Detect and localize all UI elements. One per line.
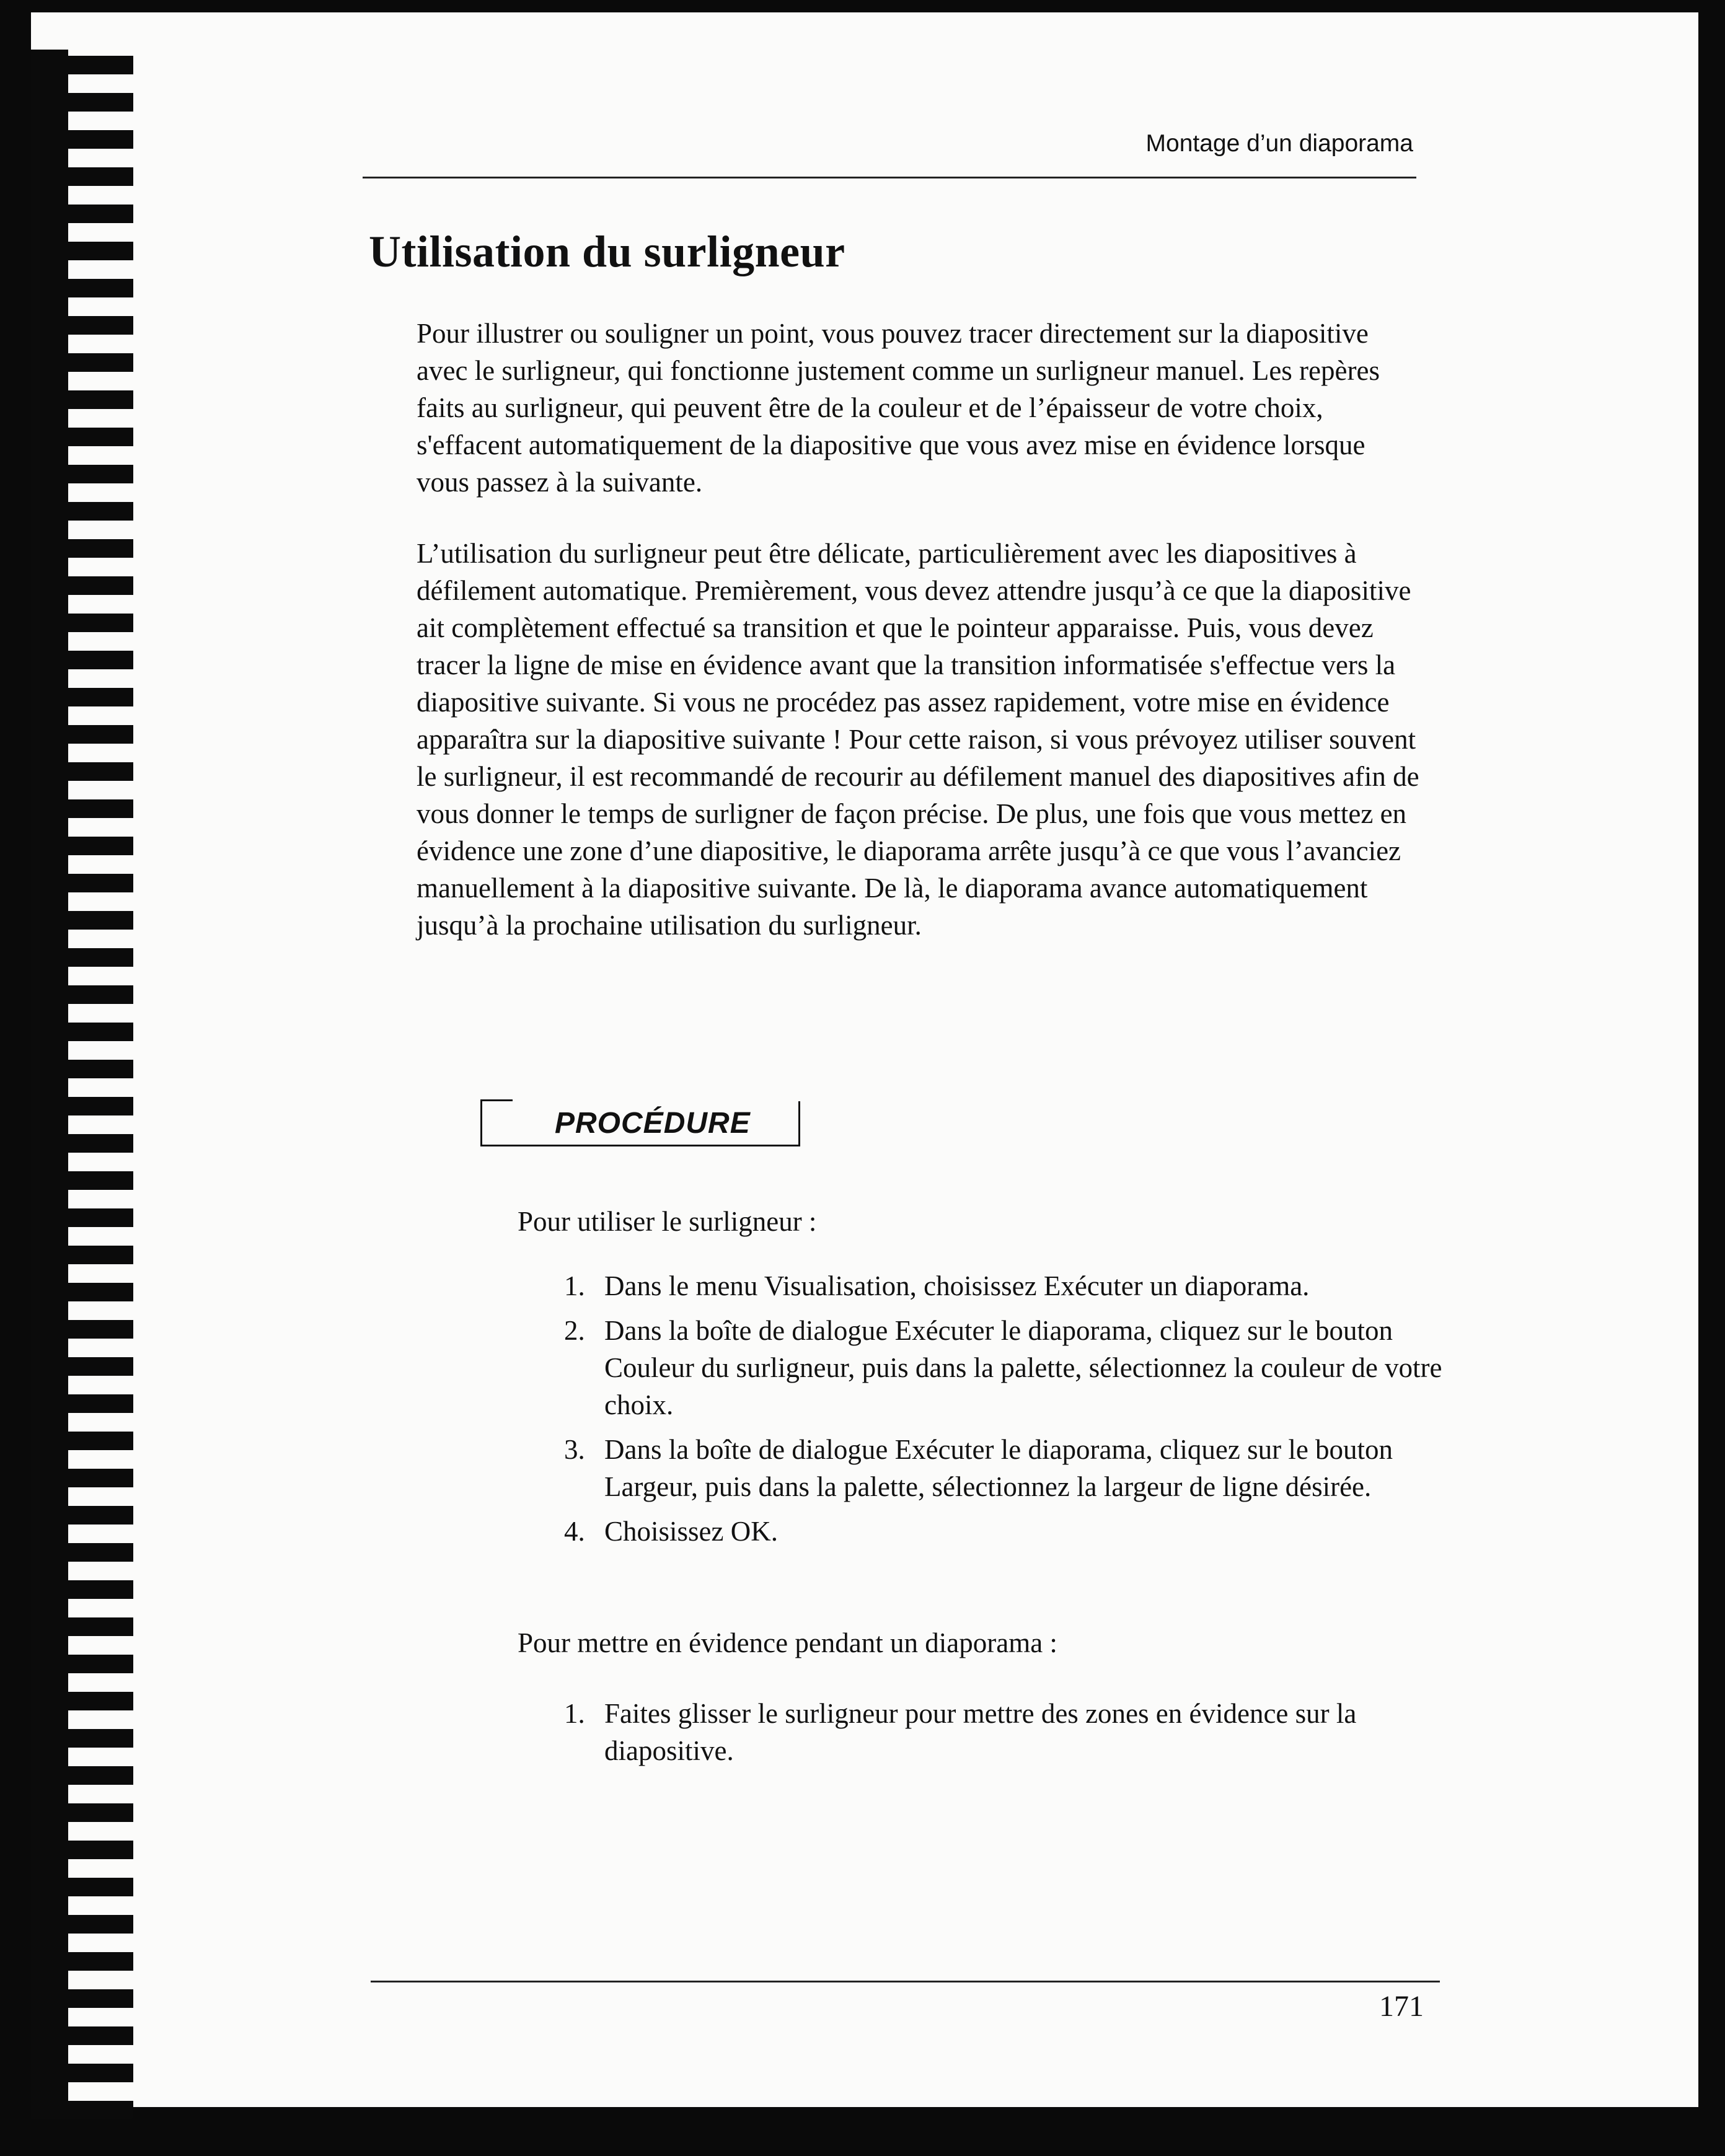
spiral-binding [31,50,133,2119]
list-item [564,1312,1444,1423]
step-text: Dans le menu Visualisation, choisissez Exécuter un diaporama. [604,1270,1310,1301]
step-text: Faites glisser le surligneur pour mettre des zones en évidence sur la diapositive. [604,1698,1357,1766]
list-item [564,1431,1444,1505]
footer-rule [371,1981,1440,1982]
step-number: 1. [564,1698,585,1729]
list-item [564,1513,1444,1550]
procedure-label: PROCÉDURE [547,1106,758,1140]
list-item [564,1267,1444,1305]
section-title: Utilisation du surligneur [369,227,845,276]
step-number: 1. [564,1270,585,1301]
procedure-intro-2: Pour mettre en évidence pendant un diaporama : [518,1627,1057,1658]
procedure-intro-1: Pour utiliser le surligneur : [518,1206,817,1237]
step-number: 4. [564,1516,585,1547]
paragraph-2: L’utilisation du surligneur peut être délicate, particulièrement avec les diapositives à défilement automatique. Premièrement, vous devez attendre jusqu’à ce que la diapositive ait complètement effectué sa transition et que le pointeur apparaisse. Puis, vous devez tracer la ligne de mise en évidence avant que la transition informatisée s'effectue vers la diapositive suivante. Si vous ne procédez pas assez rapidement, votre mise en évidence apparaîtra sur la diapositive suivante ! Pour cette raison, si vous prévoyez utiliser souvent le surligneur, il est recommandé de recourir au défilement manuel des diapositives afin de vous donner le temps de surligner de façon précise. De plus, une fois que vous mettez en évidence une zone d’une diapositive, le diaporama arrête jusqu’à ce que vous l’avanciez manuellement à la diapositive suivante. De là, le diaporama avance automatiquement jusqu’à la prochaine utilisation du surligneur. [417,538,1419,941]
list-item [564,1695,1444,1769]
procedure-heading-box [480,1101,800,1146]
step-number: 2. [564,1315,585,1346]
steps-list-2 [564,1695,1444,1777]
step-number: 3. [564,1434,585,1465]
running-head: Montage d’un diaporama [1145,130,1413,157]
step-text: Dans la boîte de dialogue Exécuter le diaporama, cliquez sur le bouton Largeur, puis dans la palette, sélectionnez la largeur de ligne désirée. [604,1434,1393,1502]
book-page [31,12,1698,2107]
step-text: Choisissez OK. [604,1516,778,1547]
page-number: 171 [1379,1990,1424,2023]
steps-list-1 [564,1267,1444,1557]
header-rule [363,177,1416,178]
step-text: Dans la boîte de dialogue Exécuter le diaporama, cliquez sur le bouton Couleur du surligneur, puis dans la palette, sélectionnez la couleur de votre choix. [604,1315,1442,1420]
paragraph-1: Pour illustrer ou souligner un point, vous pouvez tracer directement sur la diapositive avec le surligneur, qui fonctionne justement comme un surligneur manuel. Les repères faits au surligneur, qui peuvent être de la couleur et de l’épaisseur de votre choix, s'effacent automatiquement de la diapositive que vous avez mise en évidence lorsque vous passez à la suivante. [417,318,1380,498]
